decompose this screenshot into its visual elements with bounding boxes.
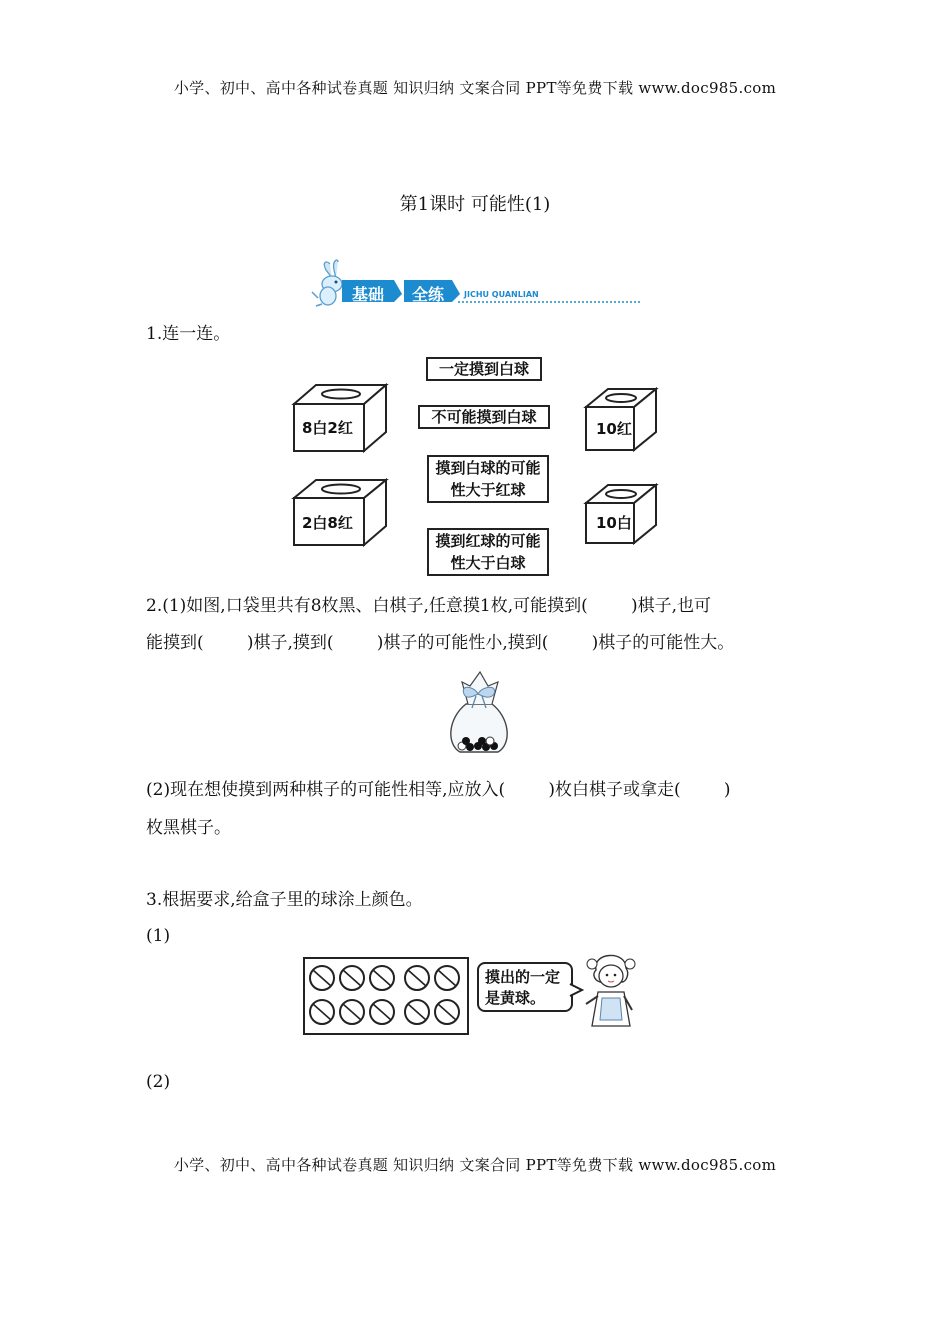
banner-pinyin: JICHU QUANLIAN <box>464 290 539 299</box>
q2-line-2: 能摸到( )棋子,摸到( )棋子的可能性小,摸到( )棋子的可能性大。 <box>146 633 735 653</box>
q2-line-3: (2)现在想使摸到两种棋子的可能性相等,应放入( )枚白棋子或拿走( ) <box>146 780 731 800</box>
option-impossible-white[interactable]: 不可能摸到白球 <box>418 405 550 429</box>
q2-line-1: 2.(1)如图,口袋里共有8枚黑、白棋子,任意摸1枚,可能摸到( )棋子,也可 <box>146 596 712 616</box>
girl-character-image <box>582 948 640 1034</box>
q2-line-4: 枚黑棋子。 <box>146 818 231 838</box>
box-label-3: 10红 <box>596 420 632 438</box>
q3-sub1: (1) <box>146 926 171 946</box>
speech-bubble: 摸出的一定是黄球。 <box>477 962 573 1012</box>
bag-of-pieces-image <box>440 664 520 760</box>
page-footer: 小学、初中、高中各种试卷真题 知识归纳 文案合同 PPT等免费下载 www.doc985.com <box>173 1156 777 1174</box>
box-label-1: 8白2红 <box>302 419 353 437</box>
option-certain-white[interactable]: 一定摸到白球 <box>426 357 542 381</box>
option-white-more-likely[interactable]: 摸到白球的可能性大于红球 <box>427 455 549 503</box>
banner-cn-a: 基础 <box>352 285 385 304</box>
lesson-title: 第1课时 可能性(1) <box>399 194 551 215</box>
banner-cn-b: 全练 <box>412 285 445 304</box>
box-label-2: 2白8红 <box>302 514 353 532</box>
q1-prompt: 1.连一连。 <box>146 324 231 344</box>
q3-prompt: 3.根据要求,给盒子里的球涂上颜色。 <box>146 890 423 910</box>
q3-sub2: (2) <box>146 1072 171 1092</box>
ball-tray-image <box>300 954 472 1038</box>
q1-boxes-graphic <box>0 0 950 600</box>
box-label-4: 10白 <box>596 514 632 532</box>
page-header: 小学、初中、高中各种试卷真题 知识归纳 文案合同 PPT等免费下载 www.doc985.com <box>173 79 777 97</box>
option-red-more-likely[interactable]: 摸到红球的可能性大于白球 <box>427 528 549 576</box>
